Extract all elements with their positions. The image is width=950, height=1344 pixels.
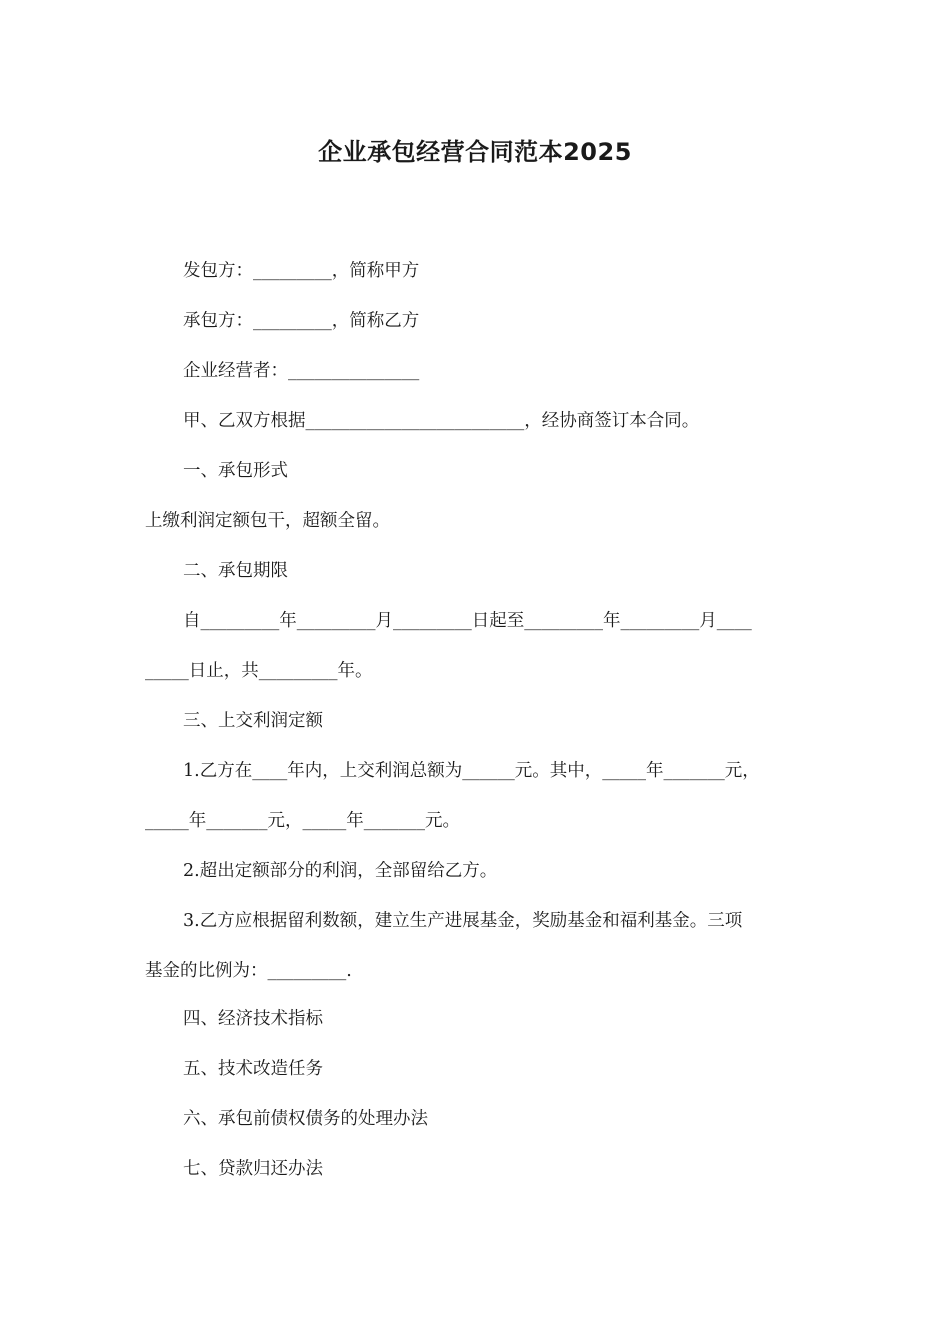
clause-3-2: 2.超出定额部分的利润，全部留给乙方。 (183, 861, 498, 881)
clause-3-1-line-2: _____年_______元，_____年_______元。 (145, 811, 460, 831)
section-6-heading: 六、承包前债权债务的处理办法 (183, 1109, 428, 1129)
preamble-line: 甲、乙双方根据_________________________，经协商签订本合同。 (183, 411, 700, 431)
section-2-heading: 二、承包期限 (183, 561, 288, 581)
section-1-heading: 一、承包形式 (183, 461, 288, 481)
section-3-heading: 三、上交利润定额 (183, 711, 323, 731)
section-7-heading: 七、贷款归还办法 (183, 1159, 323, 1179)
section-2-body-line-1: 自_________年_________月_________日起至_________年_________月____ (183, 611, 752, 631)
section-4-heading: 四、经济技术指标 (183, 1009, 323, 1029)
clause-3-1-line-1: 1.乙方在____年内，上交利润总额为______元。其中，_____年_______元， (183, 761, 760, 781)
party-b-line: 承包方：_________，简称乙方 (183, 311, 420, 331)
section-5-heading: 五、技术改造任务 (183, 1059, 323, 1079)
clause-3-3-line-2: 基金的比例为：_________. (145, 961, 352, 981)
operator-line: 企业经营者：_______________ (183, 361, 420, 381)
section-1-body: 上缴利润定额包干，超额全留。 (145, 511, 390, 531)
document-title: 企业承包经营合同范本2025 (318, 138, 632, 166)
clause-3-3-line-1: 3.乙方应根据留利数额，建立生产进展基金，奖励基金和福利基金。三项 (183, 911, 743, 931)
party-a-line: 发包方：_________，简称甲方 (183, 261, 420, 281)
section-2-body-line-2: _____日止，共_________年。 (145, 661, 373, 681)
